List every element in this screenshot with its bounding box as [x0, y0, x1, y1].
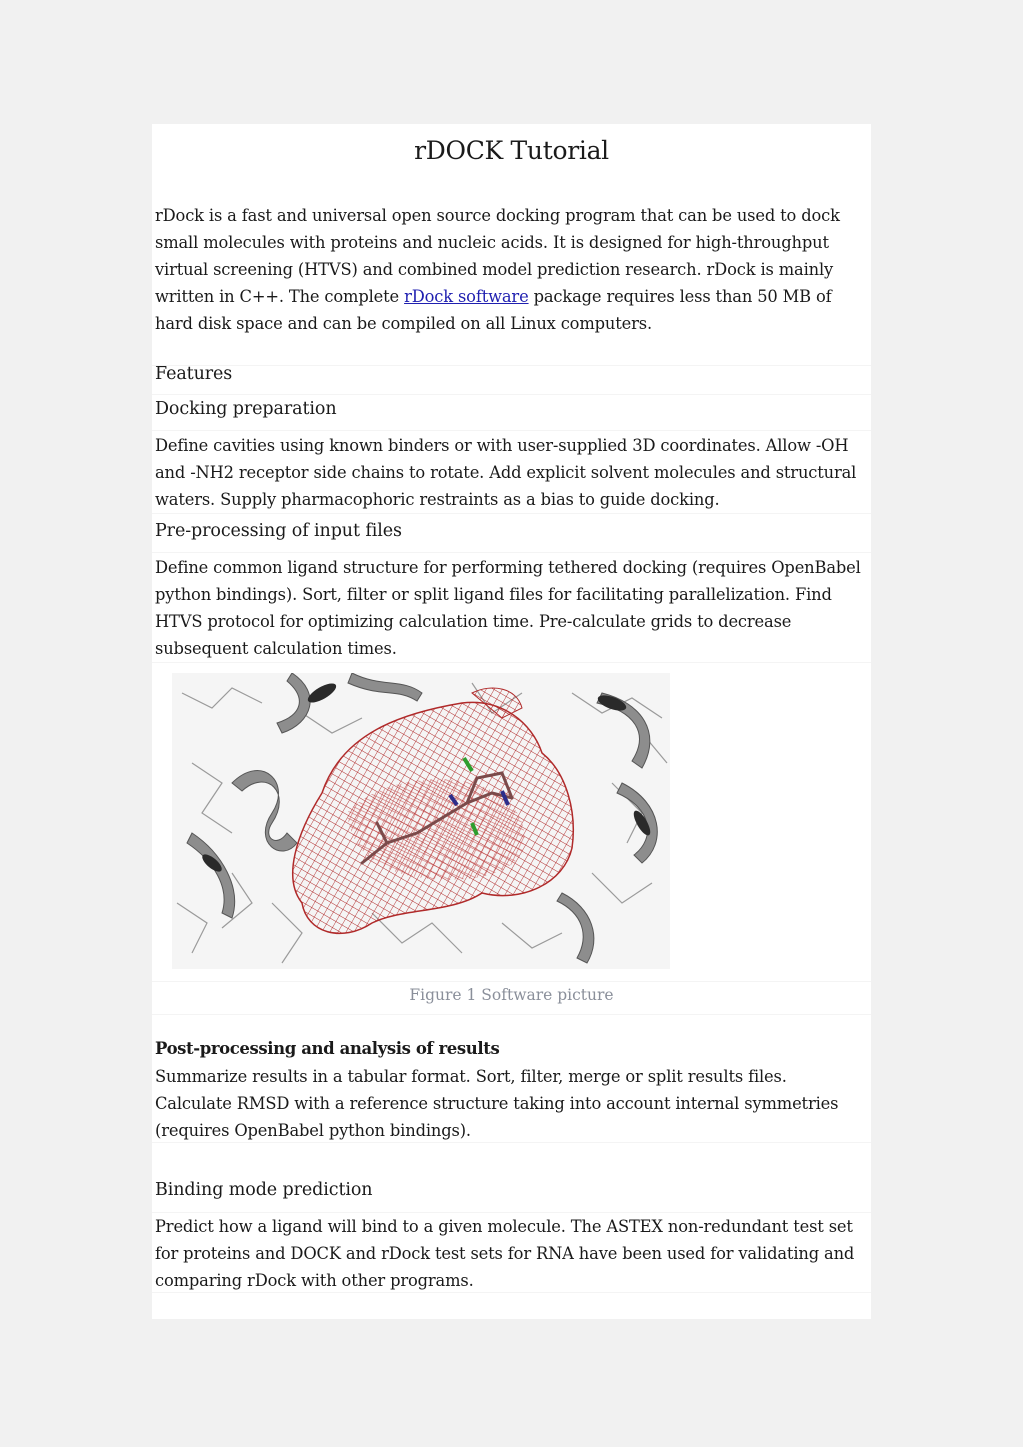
divider [152, 513, 871, 514]
features-heading: Features [155, 364, 233, 384]
divider [152, 1292, 871, 1293]
intro-text-start: rDock is a fast and universal open source docking program that can be used to dock small molecules with proteins and nucleic acids. It is designed for high-throughput virtual screening (HTVS) and combined model prediction research. rDock is mainly written in C++. The complete [155, 206, 840, 306]
preprocessing-heading: Pre-processing of input files [155, 521, 402, 541]
postprocessing-heading: Post-processing and analysis of results [155, 1039, 500, 1058]
software-screenshot-figure [172, 673, 670, 969]
divider [152, 662, 871, 663]
divider [152, 430, 871, 431]
postprocessing-paragraph: Summarize results in a tabular format. Sort, filter, merge or split results files. Calculate RMSD with a reference structure taking into account internal symmetries (requires OpenBabel python bindings). [155, 1067, 839, 1140]
divider [152, 394, 871, 395]
docking-preparation-paragraph: Define cavities using known binders or with user-supplied 3D coordinates. Allow -OH and -NH2 receptor side chains to rotate. Add explicit solvent molecules and structural waters. Supply pharmacophoric restraints as a bias to guide docking. [155, 436, 857, 509]
preprocessing-paragraph: Define common ligand structure for performing tethered docking (requires OpenBabel python bindings). Sort, filter or split ligand files for facilitating parallelization. Find HTVS protocol for optimizing calculation time. Pre-calculate grids to decrease subsequent calculation times. [155, 558, 861, 658]
divider [152, 1142, 871, 1143]
divider [152, 981, 871, 982]
docking-preparation-heading: Docking preparation [155, 399, 337, 419]
divider [152, 1014, 871, 1015]
divider [152, 365, 871, 366]
divider [152, 552, 871, 553]
document-page [152, 124, 871, 1319]
rdock-software-link[interactable]: rDock software [404, 287, 529, 306]
intro-paragraph [155, 202, 867, 337]
figure-caption: Figure 1 Software picture [409, 986, 614, 1004]
binding-mode-heading: Binding mode prediction [155, 1180, 373, 1200]
page-title: rDOCK Tutorial [414, 136, 609, 165]
binding-mode-paragraph: Predict how a ligand will bind to a given molecule. The ASTEX non-redundant test set for proteins and DOCK and rDock test sets for RNA have been used for validating and comparing rDock with other programs. [155, 1217, 855, 1290]
docking-cavity-image [172, 673, 670, 969]
intro-text-end: package requires less than 50 MB of hard disk space and can be compiled on all Linux computers. [155, 287, 832, 333]
